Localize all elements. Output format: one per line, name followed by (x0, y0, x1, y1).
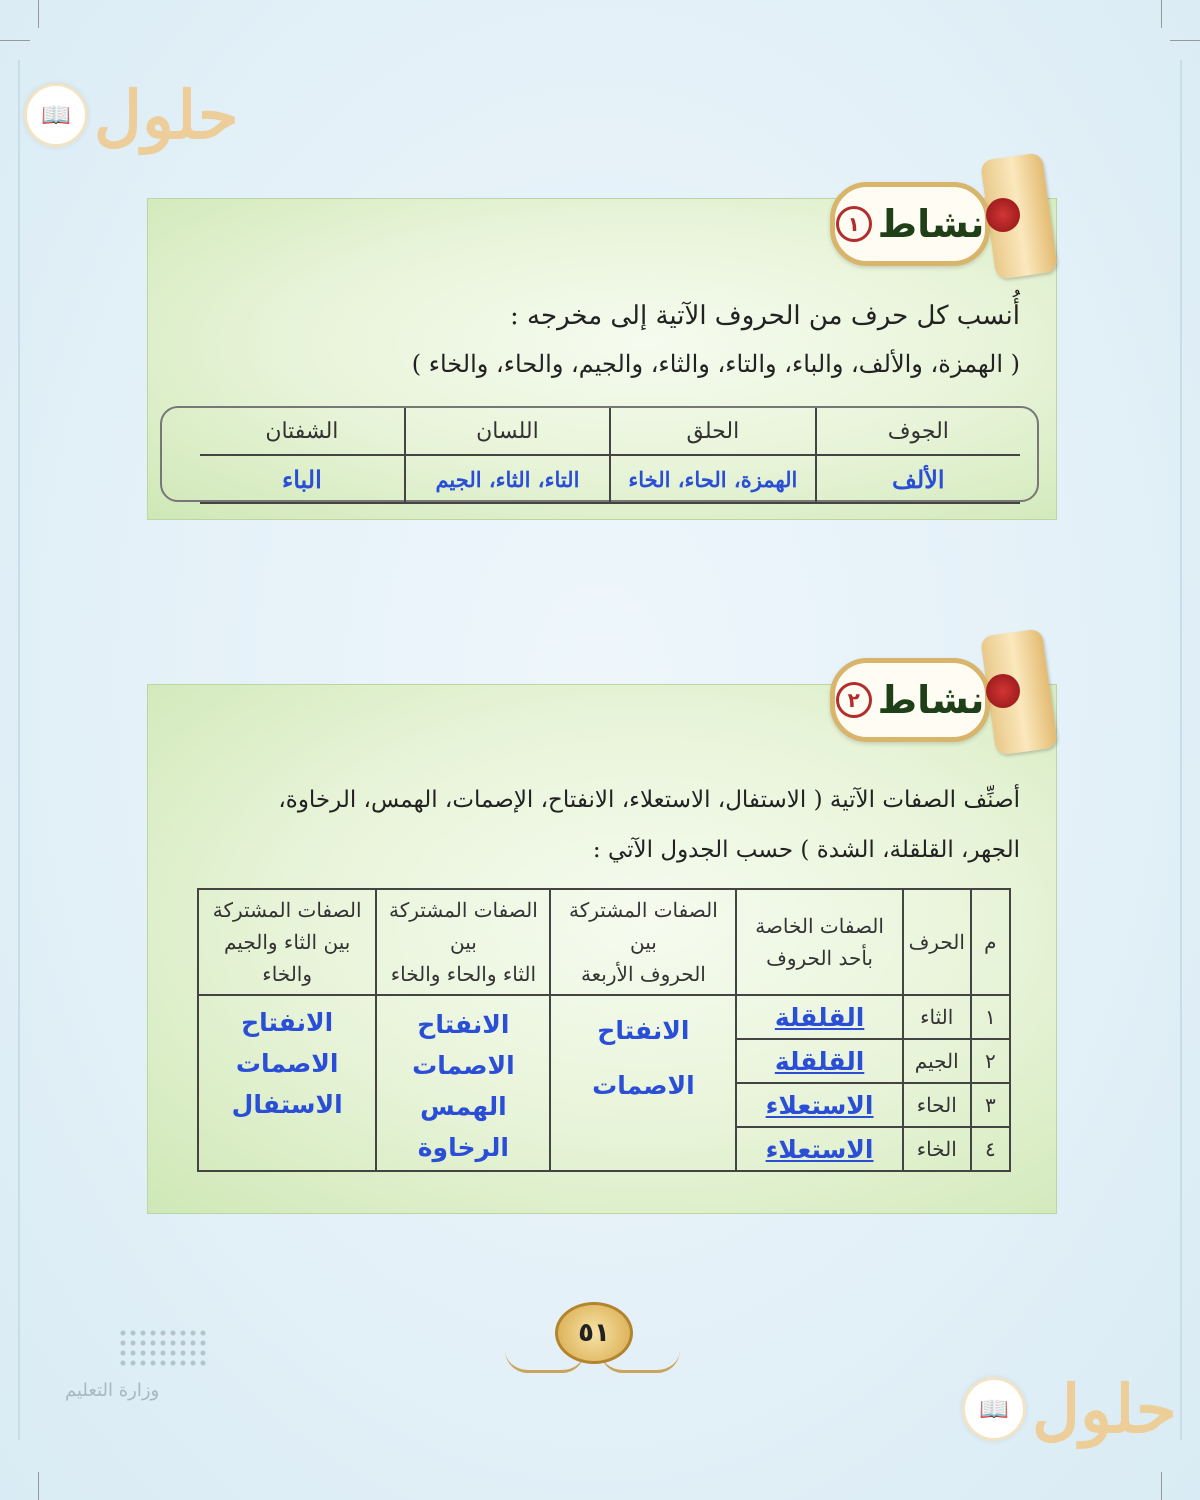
book-icon: 📖 (962, 1377, 1026, 1441)
activity-1-instruction: أُنسب كل حرف من الحروف الآتية إلى مخرجه : (510, 301, 1020, 331)
header-jawf: الجوف (816, 408, 1020, 455)
frame-line (1180, 60, 1182, 1440)
watermark-text: حلول (94, 76, 239, 154)
common-four-answers: الانفتاح الاصمات (550, 995, 736, 1171)
title-badge (830, 658, 990, 742)
header-common-four: الصفات المشتركة بين الحروف الأربعة (550, 889, 736, 995)
title-badge (830, 182, 990, 266)
wax-seal-icon (986, 198, 1020, 232)
common-tha-jim-kha-answers: الانفتاح الاصمات الاستفال (198, 995, 376, 1171)
row-special-answer: الاستعلاء (736, 1127, 903, 1171)
answer-lisan: التاء، الثاء، الجيم (405, 455, 610, 503)
activity-title-text: نشاط (877, 678, 985, 722)
activity-number: ٢ (836, 682, 872, 718)
row-letter: الثاء (903, 995, 971, 1039)
activity-title-text: نشاط (877, 202, 985, 246)
row-letter: الخاء (903, 1127, 971, 1171)
row-num: ٢ (971, 1039, 1010, 1083)
activity-2-title (840, 652, 1050, 738)
ministry-logo-icon (118, 1328, 208, 1368)
header-common-tha-jim-kha: الصفات المشتركة بين الثاء والجيم والخاء (198, 889, 376, 995)
row-special-answer: القلقلة (736, 1039, 903, 1083)
watermark-text: حلول (1032, 1370, 1177, 1448)
activity-2-instruction-line2: الجهر، القلقلة، الشدة ) حسب الجدول الآتي : (592, 837, 1020, 863)
header-letter: الحرف (903, 889, 971, 995)
watermark-logo (24, 76, 239, 154)
crop-mark (38, 1472, 39, 1500)
table-row (198, 995, 1010, 1039)
page-number: ٥١ (555, 1302, 633, 1364)
watermark-logo (962, 1370, 1177, 1448)
frame-line (18, 60, 20, 1440)
crop-mark (0, 40, 30, 41)
row-letter: الجيم (903, 1039, 971, 1083)
row-num: ٤ (971, 1127, 1010, 1171)
activity-2-instruction-line1: أصنِّف الصفات الآتية ( الاستفال، الاستعلاء، الانفتاح، الإصمات، الهمس، الرخاوة، (278, 787, 1020, 813)
header-shafatan: الشفتان (200, 408, 405, 455)
crop-mark (1161, 0, 1162, 28)
answer-halq: الهمزة، الحاء، الخاء (610, 455, 815, 503)
makharij-table (200, 408, 1020, 504)
row-num: ٣ (971, 1083, 1010, 1127)
answer-jawf: الألف (816, 455, 1020, 503)
row-num: ١ (971, 995, 1010, 1039)
header-special: الصفات الخاصة بأحد الحروف (736, 889, 903, 995)
book-icon: 📖 (24, 83, 88, 147)
activity-1-title (840, 176, 1050, 262)
wax-seal-icon (986, 674, 1020, 708)
sifat-table (197, 888, 1011, 1172)
activity-number: ١ (836, 206, 872, 242)
crop-mark (1161, 1472, 1162, 1500)
row-special-answer: الاستعلاء (736, 1083, 903, 1127)
answer-shafatan: الباء (200, 455, 405, 503)
ministry-name: وزارة التعليم (65, 1380, 160, 1401)
row-letter: الحاء (903, 1083, 971, 1127)
row-special-answer: القلقلة (736, 995, 903, 1039)
header-lisan: اللسان (405, 408, 610, 455)
header-num: م (971, 889, 1010, 995)
activity-1-letters: ( الهمزة، والألف، والباء، والتاء، والثاء، والجيم، والحاء، والخاء ) (411, 350, 1020, 378)
header-halq: الحلق (610, 408, 815, 455)
header-common-tha-ha-kha: الصفات المشتركة بين الثاء والحاء والخاء (376, 889, 550, 995)
common-tha-ha-kha-answers: الانفتاح الاصمات الهمس الرخاوة (376, 995, 550, 1171)
crop-mark (38, 0, 39, 28)
crop-mark (1170, 40, 1200, 41)
